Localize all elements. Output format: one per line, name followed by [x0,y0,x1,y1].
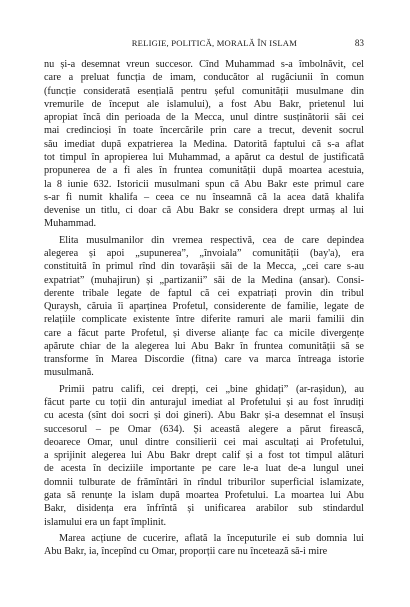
text-line: care a făcut parte Profetul, și diverse alianțe fac ca micile divergențe [44,327,364,339]
text-line: musulmană. [44,367,94,379]
page-number: 83 [354,38,364,48]
paragraph [44,383,364,529]
text-line: deoarece Omar, unul dintre consilierii cei mai ascultați ai Profetului, [44,436,364,448]
text-line: său imediat după expatrierea la Medina. Datorită faptului că s-a aflat [44,138,364,150]
text-line: apărute chiar de la alegerea lui Abu Bakr în fruntea comunității să se [44,340,364,352]
text-line: derente tribale legate de faptul că cei expatriați provin din tribul [44,287,364,299]
text-line: s-ar fi numit khalifa – ceea ce nu înseamnă că la acea dată khalifa [44,191,364,203]
text-line: mai credincioși în toate încercările prin care a trecut, devenit socrul [44,125,364,137]
text-line: succesorul – pe Omar (634). Și această alegere a părut firească, [44,423,364,435]
text-line: Abu Bakr, ia, începînd cu Omar, proporții care nu încetează să-i mire [44,546,328,558]
text-line: care a preluat funcția de imam, conducător al rugăciunii în comun [44,72,364,84]
text-line: propunerea de a fi ales în fruntea comunității după moartea acestuia, [44,165,364,177]
text-line: relațiile complicate existente între diferite ramuri ale marii familii din [44,314,364,326]
text-line: a sprijinit alegerea lui Abu Bakr drept calif și a fost tot timpul alături [44,450,364,462]
text-line: expatriat” (muhajirun) și „partizanii” săi de la Medina (ansar). Consi- [44,274,364,286]
text-line: Primii patru califi, cei drepți, cei „bine ghidați” (ar-rașidun), au [59,383,364,395]
text-line: tot timpul în apropierea lui Muhammad, a apărut ca destul de justificată [44,151,364,163]
running-head: RELIGIE, POLITICĂ, MORALĂ ÎN ISLAM [131,38,298,48]
body-text [44,58,364,558]
text-line: Quraysh, căruia îi aparținea Profetul, considerente de familie, legate de [44,301,364,313]
text-line: islamului era un fapt împlinit. [44,516,167,528]
page-header [44,37,364,49]
paragraph [44,532,364,559]
text-line: Muhammad. [44,218,97,230]
text-line: transforme în Marea Discordie (fitna) care va marca întreaga istorie [44,354,364,366]
text-line: Marea acțiune de cucerire, aflată la începuturile ei sub domnia lui [59,532,364,544]
text-line: devenise un titlu, ci doar că Abu Bakr se considera drept urmaș al lui [44,205,364,217]
text-line: Bakr, disidența era înfrîntă și unificarea arabilor sub stindardul [44,503,364,515]
text-line: la 8 iunie 632. Istoricii musulmani spun că Abu Bakr este primul care [44,178,364,190]
text-line: domnii tulburate de frămîntări în rîndul triburilor superficial islamizate, [44,476,364,488]
paragraph [44,234,364,380]
text-line: apropiat încă din perioada de la Mecca, unul dintre susținătorii săi cei [44,112,364,124]
text-line: (funcție considerată esențială pentru șeful comunității musulmane din [44,85,364,97]
text-line: alegerea și apoi „supunerea”, „învoiala” comunității (bay'a), era [44,247,364,259]
text-line: Elita musulmanilor din vremea respectivă, cea de care depindea [59,234,364,246]
text-line: de acesta în deciziile importante pe care le-a luat de-a lungul unei [44,463,364,475]
text-line: vremurile de început ale islamului), a fost Abu Bakr, prietenul lui [44,98,364,110]
text-line: cu acesta (sînt doi socri și doi gineri). Abu Bakr și-a desemnat el însuși [44,410,364,422]
paragraph [44,58,364,231]
text-line: nu și-a desemnat vreun succesor. Cînd Muhammad s-a îmbolnăvit, cel [44,59,364,70]
text-line: constituită în primul rînd din tovarășii săi de la Mecca, „cei care s-au [44,261,364,273]
text-line: făcut parte cu toții din anturajul imediat al Profetului și au fost înrudiți [44,397,364,409]
text-line: gata să renunțe la islam după moartea Profetului. La moartea lui Abu [44,490,364,501]
